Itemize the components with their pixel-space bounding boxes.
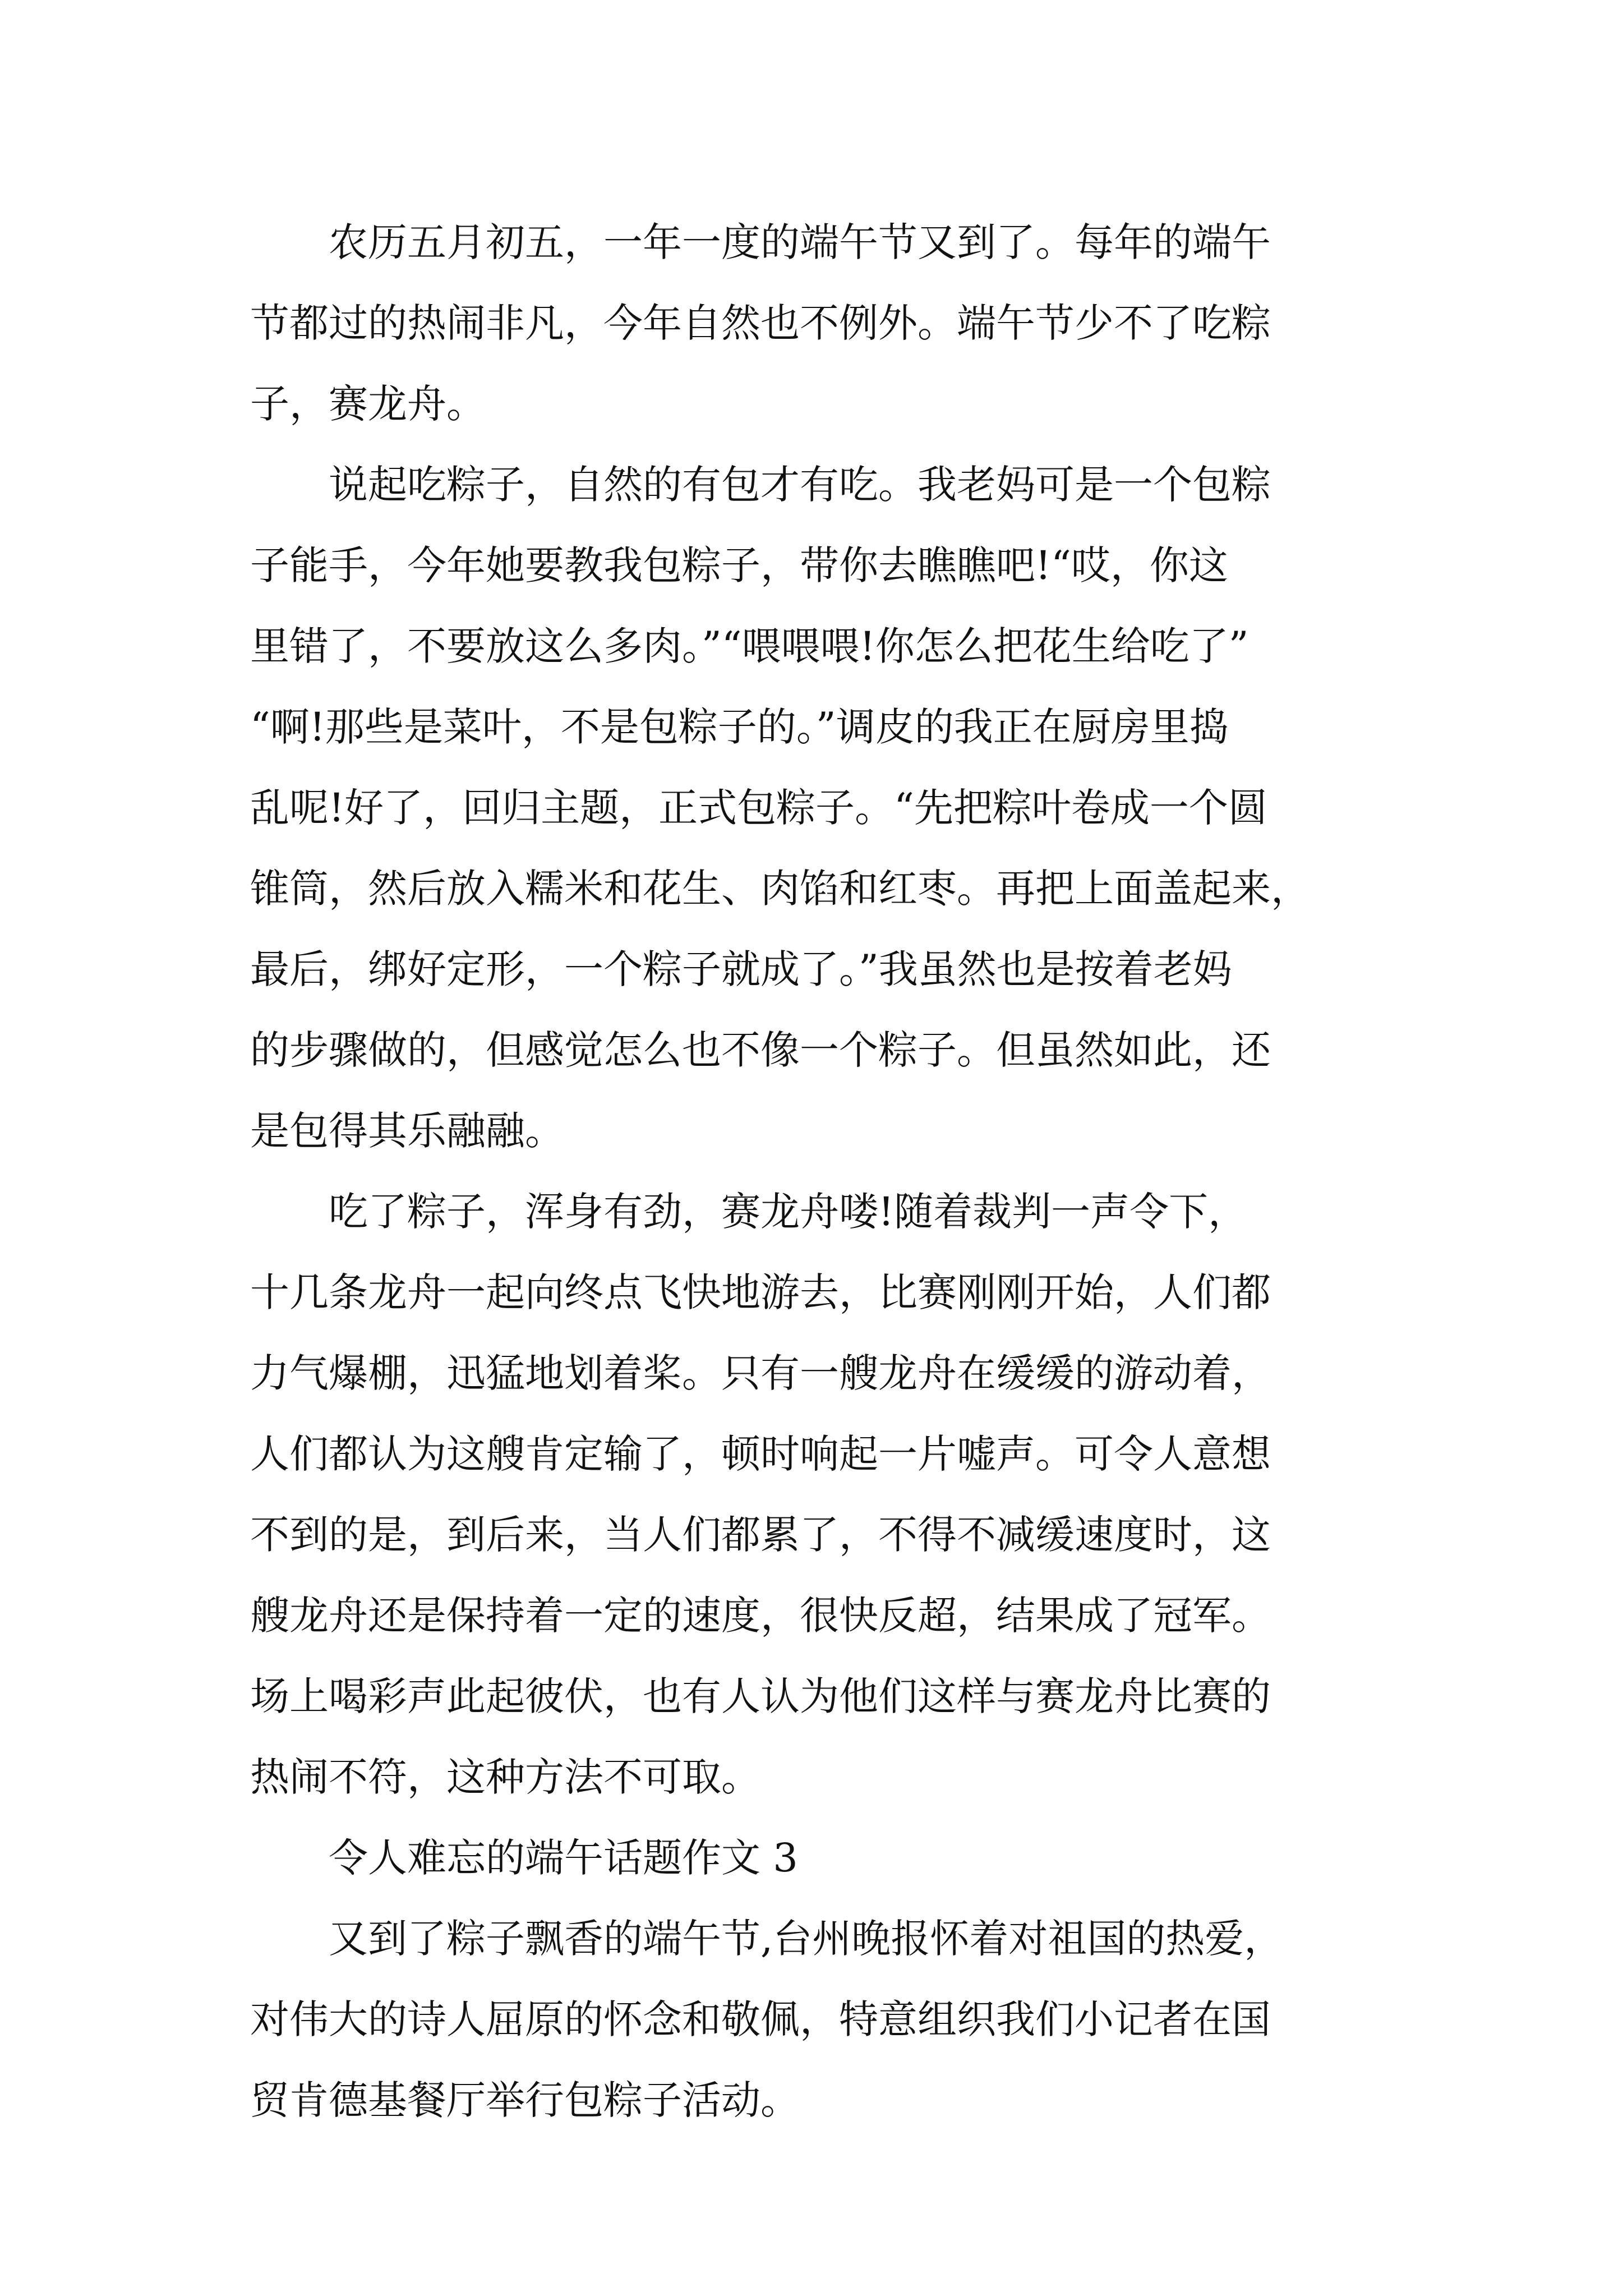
text-line: 农历五月初五，一年一度的端午节又到了。每年的端午 <box>250 219 1271 265</box>
text-line: 锥筒，然后放入糯米和花生、肉馅和红枣。再把上面盖起来， <box>250 866 1310 912</box>
text-line: 艘龙舟还是保持着一定的速度，很快反超，结果成了冠军。 <box>250 1593 1271 1639</box>
text-line: 乱呢!好了，回归主题，正式包粽子。“先把粽叶卷成一个圆 <box>250 785 1267 831</box>
text-line: 场上喝彩声此起彼伏，也有人认为他们这样与赛龙舟比赛的 <box>250 1673 1271 1719</box>
text-line: 十几条龙舟一起向终点飞快地游去，比赛刚刚开始，人们都 <box>250 1269 1271 1315</box>
text-line: 吃了粽子，浑身有劲，赛龙舟喽!随着裁判一声令下， <box>250 1189 1248 1235</box>
text-line: 子，赛龙舟。 <box>250 381 486 427</box>
text-line: 力气爆棚，迅猛地划着桨。只有一艘龙舟在缓缓的游动着， <box>250 1350 1271 1396</box>
text-line: 说起吃粽子，自然的有包才有吃。我老妈可是一个包粽 <box>250 462 1271 508</box>
text-line: 的步骤做的，但感觉怎么也不像一个粽子。但虽然如此，还 <box>250 1027 1271 1073</box>
text-line: 热闹不符，这种方法不可取。 <box>250 1754 760 1800</box>
text-line: 子能手，今年她要教我包粽子，带你去瞧瞧吧!“哎，你这 <box>250 542 1228 588</box>
text-line: 是包得其乐融融。 <box>250 1108 564 1154</box>
text-line: 最后，绑好定形，一个粽子就成了。”我虽然也是按着老妈 <box>250 946 1232 992</box>
text-line: “啊!那些是菜叶，不是包粽子的。”调皮的我正在厨房里捣 <box>250 704 1229 750</box>
text-line: 里错了，不要放这么多肉。”“喂喂喂!你怎么把花生给吃了” <box>250 623 1249 669</box>
text-line: 贸肯德基餐厅举行包粽子活动。 <box>250 2077 800 2123</box>
text-line: 又到了粽子飘香的端午节,台州晚报怀着对祖国的热爱， <box>250 1916 1284 1962</box>
text-line: 不到的是，到后来，当人们都累了，不得不减缓速度时，这 <box>250 1512 1271 1558</box>
text-line: 节都过的热闹非凡，今年自然也不例外。端午节少不了吃粽 <box>250 300 1271 346</box>
text-line: 对伟大的诗人屈原的怀念和敬佩，特意组织我们小记者在国 <box>250 1996 1271 2042</box>
text-line: 人们都认为这艘肯定输了，顿时响起一片嘘声。可令人意想 <box>250 1431 1271 1477</box>
document-body <box>250 202 1394 2141</box>
section-heading: 令人难忘的端午话题作文 3 <box>250 1835 798 1881</box>
